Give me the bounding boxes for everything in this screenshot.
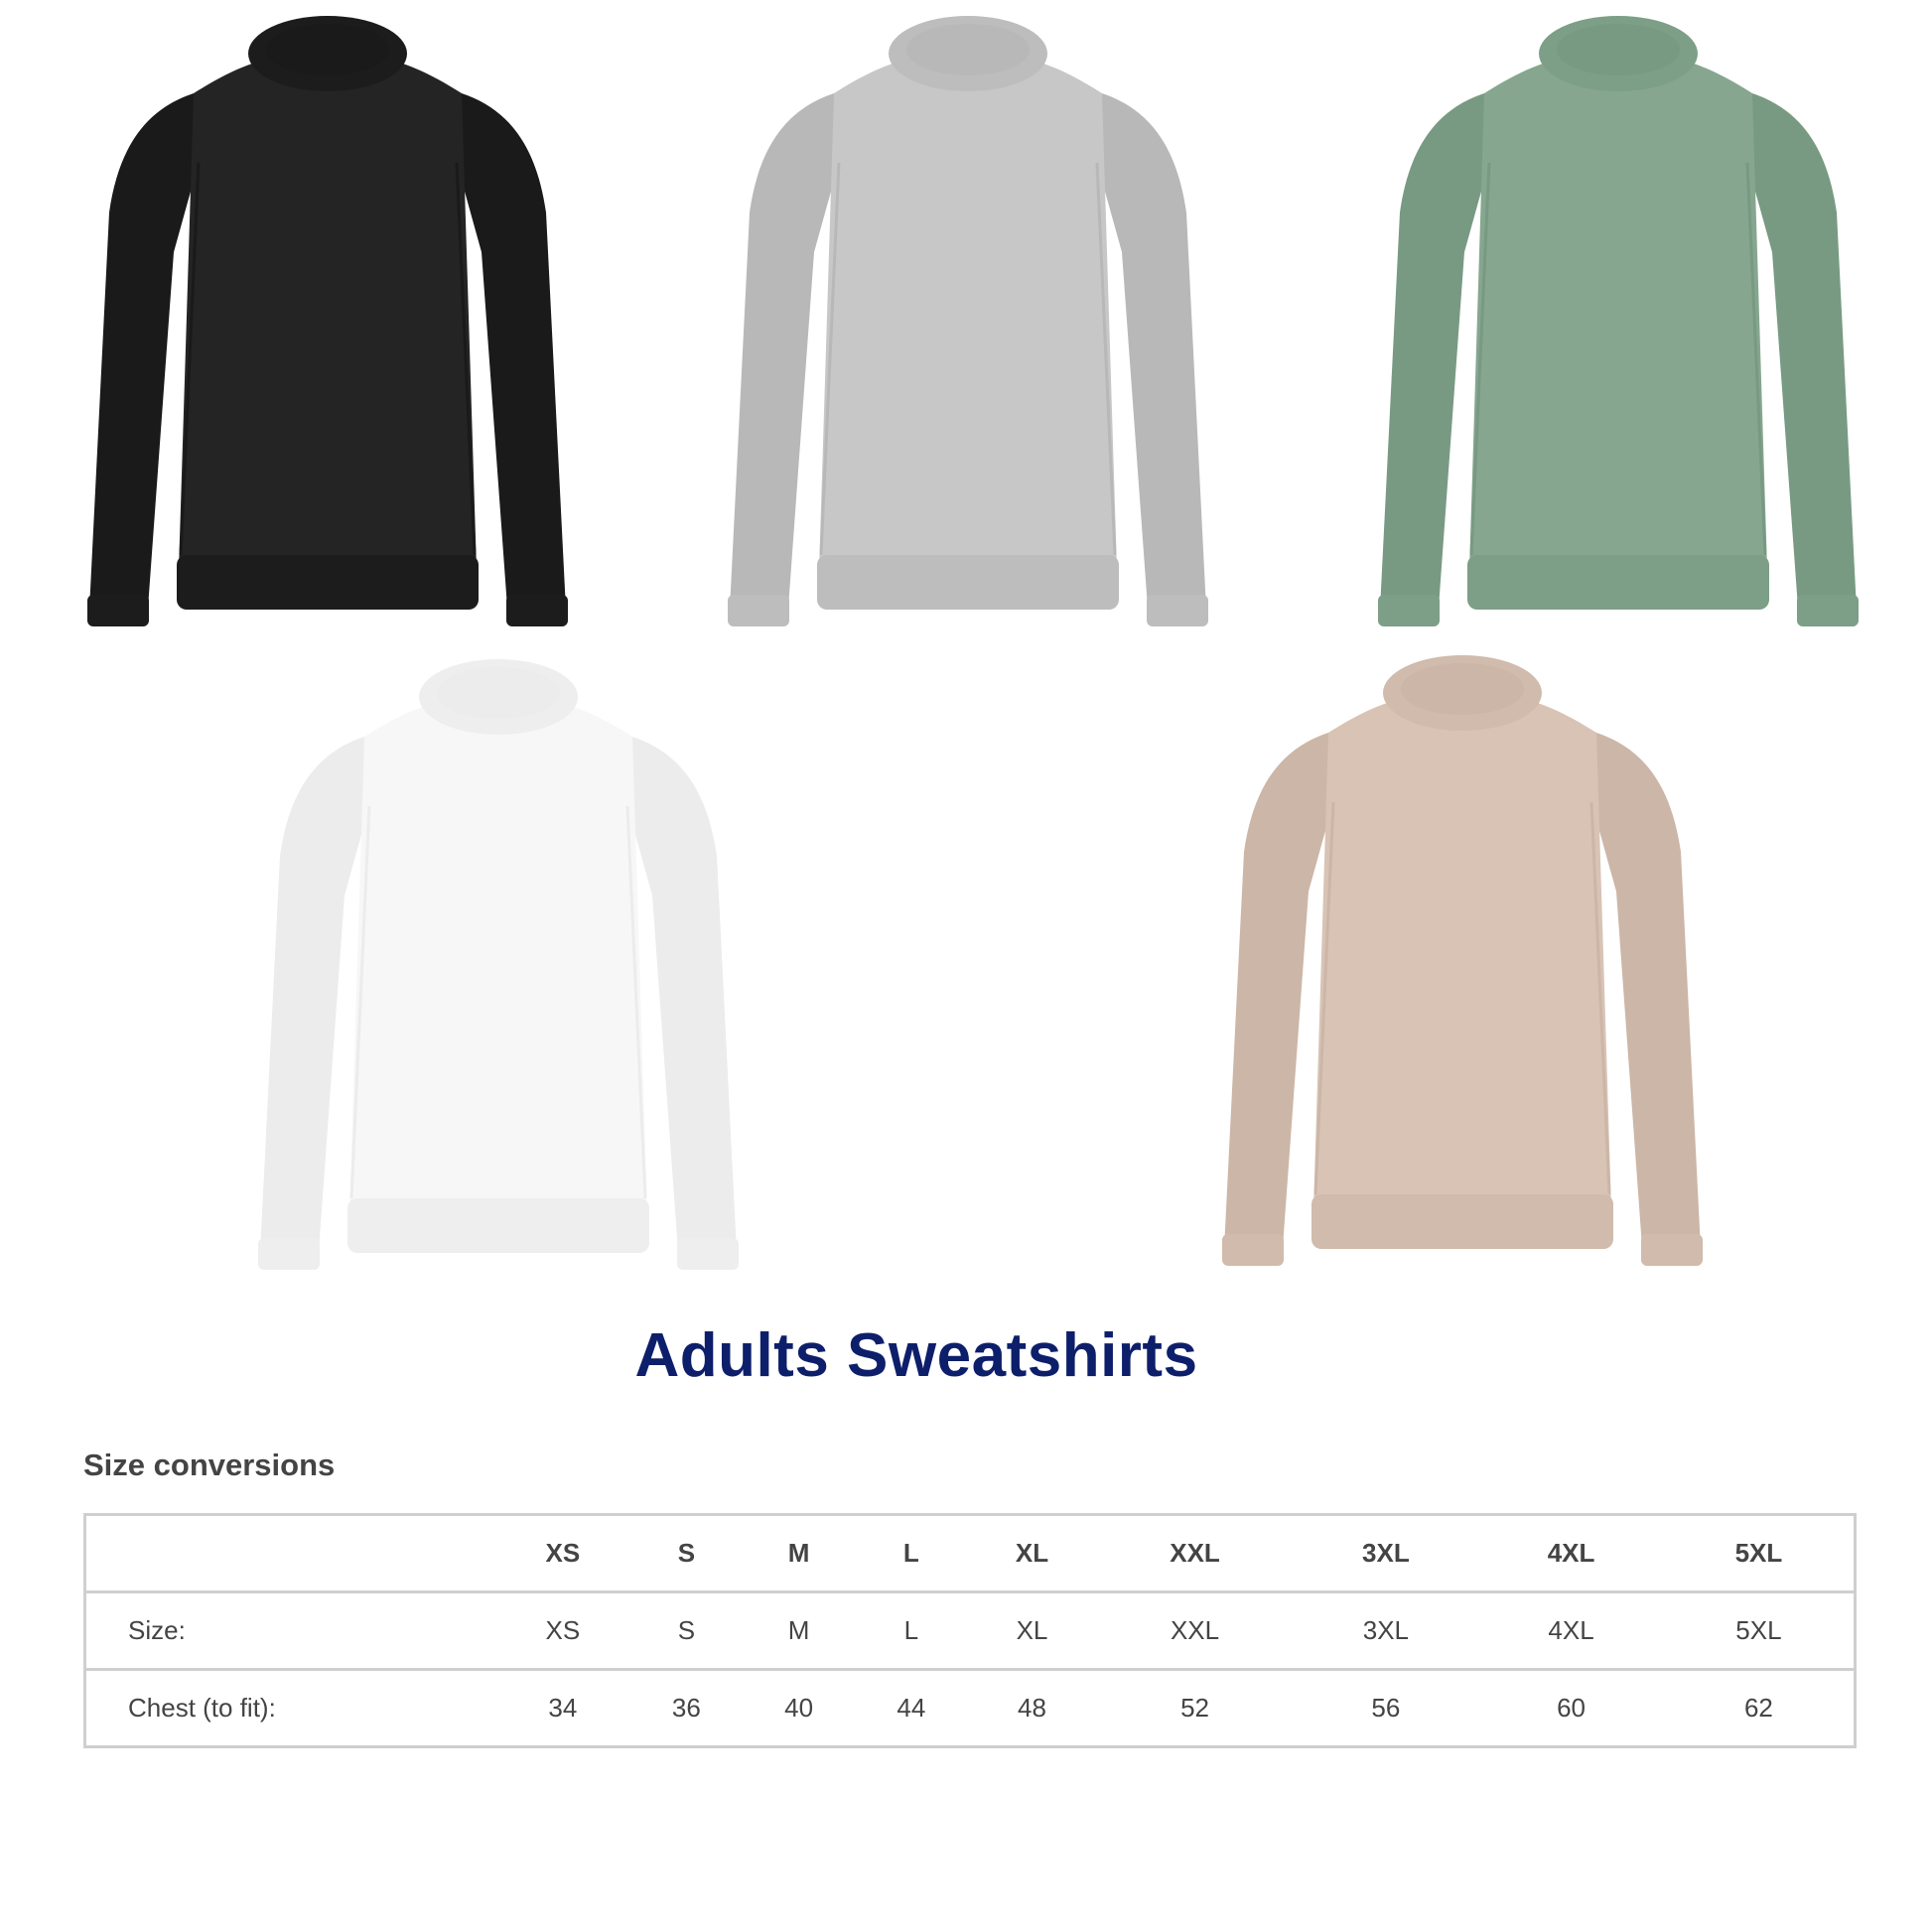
sweatshirt-white-image: [250, 657, 747, 1283]
header-cell: L: [902, 1538, 919, 1568]
table-cell: 52: [1097, 1670, 1294, 1747]
size-conversions-heading: Size conversions: [83, 1448, 336, 1482]
table-cell: 36: [630, 1670, 743, 1747]
table-cell: 4XL: [1478, 1592, 1664, 1670]
table-cell: XXL: [1097, 1592, 1294, 1670]
header-cell: 5XL: [1734, 1538, 1783, 1568]
sweatshirt-black-image: [79, 14, 576, 639]
table-row: [85, 1670, 1856, 1747]
page-title: Adults Sweatshirts: [634, 1321, 1198, 1390]
table-cell: 44: [855, 1670, 967, 1747]
size-table: [83, 1513, 1857, 1748]
sweatshirt-grey-image: [720, 14, 1216, 639]
table-cell: XS: [495, 1592, 630, 1670]
header-cell: XL: [1015, 1538, 1049, 1568]
table-cell: S: [630, 1592, 743, 1670]
table-cell: 5XL: [1664, 1592, 1856, 1670]
row-label: Chest (to fit):: [85, 1670, 496, 1747]
sweatshirt-nude-image: [1214, 653, 1711, 1279]
header-cell: M: [787, 1538, 810, 1568]
table-cell: 56: [1294, 1670, 1479, 1747]
header-cell: 4XL: [1547, 1538, 1595, 1568]
table-row: [85, 1592, 1856, 1670]
table-cell: 48: [967, 1670, 1096, 1747]
table-cell: M: [743, 1592, 855, 1670]
table-cell: 3XL: [1294, 1592, 1479, 1670]
table-cell: 62: [1664, 1670, 1856, 1747]
table-cell: 60: [1478, 1670, 1664, 1747]
table-cell: L: [855, 1592, 967, 1670]
header-empty-cell: [85, 1515, 496, 1592]
table-cell: 40: [743, 1670, 855, 1747]
header-cell: S: [677, 1538, 696, 1568]
table-cell: 34: [495, 1670, 630, 1747]
size-table-header-row: [85, 1515, 1856, 1592]
header-cell: XXL: [1170, 1538, 1220, 1568]
table-cell: XL: [967, 1592, 1096, 1670]
sweatshirt-sage-image: [1370, 14, 1866, 639]
header-cell: XS: [545, 1538, 581, 1568]
row-label: Size:: [85, 1592, 496, 1670]
header-cell: 3XL: [1362, 1538, 1410, 1568]
